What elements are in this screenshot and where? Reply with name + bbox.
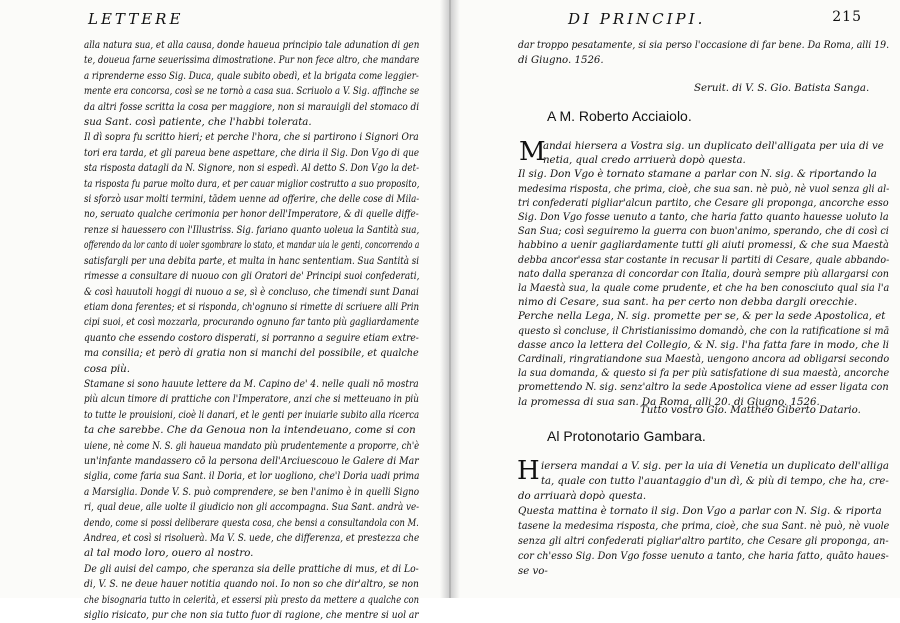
text-line: sta risposta datagli da N. Signore, non si espedì. Al detto S. Don Vgo la det- [84,163,420,175]
left-running-head: LETTERE [88,10,184,28]
text-line: San Sua; così seguiremo la guerra con buon'animo, sperando, che di così ci [518,226,889,238]
text-line: senza gli altri confederati pigliar'altro partito, che Cesare gli proponga, an- [518,536,889,547]
text-line: Andrea, et così si risoluerà. Ma V. S. uede, che differenza, et prestezza che [84,533,420,544]
text-line: Questa mattina è tornato il sig. Don Vgo a parlar con N. Sig. & riporta [518,506,882,517]
text-line: si sforzò usar molti termini, tādem uenne ad offerire, che delle cose di Mila- [84,194,420,206]
signature-sanga: Seruit. di V. S. Gio. Batista Sanga. [694,83,870,94]
text-line: te, doueua farne seuerissima dimostratione. Pur non fece altro, che mandare [84,55,420,67]
text-line: ma consilia; et però di gratia non si manchi del possibile, et qualche [84,348,419,360]
text-line: cosa più. [84,363,130,375]
text-line: se vo- [518,566,548,577]
text-line: la promessa di sua san. Da Roma, alli 20. di Giugno. 1526. [518,396,820,408]
text-line: quanto che essendo costoro disperati, si porranno a seguire etiam extre- [84,332,419,344]
letter-heading-acciaiolo: A M. Roberto Acciaiolo. [547,108,692,124]
text-line: renze si hauessero con l'Illustriss. Sig. fariano quanto uoleua la Santità sua, [84,224,420,236]
right-page [451,0,900,598]
text-line: netia, qual credo arriuerà dopò questa. [543,155,746,167]
text-line: medesima risposta, che prima, cioè, che sua san. nè può, nè vuol senza gli al- [518,183,890,195]
text-line: nimo di Cesare, sua sant. ha per certo non debba dargli orecchie. [518,297,858,309]
text-line: ri, qual deue, alle uolte il giudicio non gli accompagna. Sua Sant. andrà ve- [84,502,420,514]
text-line: alla natura sua, et alla causa, donde haueua principio tale adunation di gen [84,40,420,51]
text-line: da altri fosse scritta la cosa per maggiore, non si marauigli del stomaco di [84,101,420,113]
text-line: promettendo N. sig. senz'altro la sede Apostolica viene ad esser ligata con [518,382,889,394]
text-line: ta che sarebbe. Che da Genoua non la intendeuano, come si con [84,425,416,437]
text-line: mente era concorsa, così se ne tornò a casa sua. Scriuolo a V. Sig. affinche se [84,86,420,98]
text-line: uiene, nè come N. S. gli haueua mandato più prudentemente a proporre, ch'è [84,440,420,452]
text-line: tasene la medesima risposta, che prima, cioè, che sua Sant. nè può, nè vuole [518,521,890,532]
text-line: andai hiersera a Vostra sig. un duplicato dell'alligata per uia di ve [543,141,884,152]
text-line: cipi suoi, et così mozzarla, procurando ognuno far tanto più gagliardamente [84,317,420,329]
text-line: la Maestà sua, la quale come prudente, et che ha ben conosciuto qual sia l'a [518,283,890,294]
text-line: Sig. Don Vgo fosse uenuto a tanto, che haria fatto quanto hauesse uoluto la [518,212,889,223]
text-line: a riprenderne esso Sig. Duca, quale subito obedì, et la brigata come leggier- [84,70,419,82]
opening-line: dar troppo pesatamente, si sia perso l'occasione di far bene. Da Roma, alli 19. [518,40,890,51]
text-line: dasse anco la lettera del Collegio, & N. sig. l'ha fatta fare in modo, che li [518,339,890,351]
text-line: De gli auisi del campo, che speranza sia delle prattiche di mus, et di Lo- [84,563,419,575]
text-line: Il sig. Don Vgo è tornato stamane a parlar con N. sig. & riportando la [518,169,877,181]
text-line: Stamane si sono hauute lettere da M. Capino de' 4. nelle quali nō mostra [84,378,419,390]
drop-cap-h: H [517,456,540,486]
text-line: Il dì sopra fu scritto hieri; et perche l'hora, che si partirono i Signori Ora [84,132,419,144]
text-line: offerendo da lor canto di uoler sgombrare lo stato, et mandar uia le genti, concorrendo a [84,240,420,252]
text-line: habbino a uenir gagliardamente tutti gli aiuti promessi, & che sua Maestà [518,240,889,252]
text-line: cor ch'esso Sig. Don Vgo fosse uenuto a tanto, che haria fatto, quāto haues- [518,551,889,562]
text-line: a Marsiglia. Donde V. S. può comprendere, se ben l'animo è in quelli Signo [84,486,420,498]
text-line: tri confederati pigliar'alcun partito, che Cesare gli proponga, ancorche esso [518,197,889,209]
text-line: satisfargli per una debita parte, et multa in hanc sententiam. Sua Santità si [84,255,419,267]
opening-line: di Giugno. 1526. [518,55,604,66]
text-line: do arriuarà dopò questa. [518,491,647,502]
text-line: rimesse a consultare di nuouo con gli Oratori de' Principi suoi confederati, [84,271,420,283]
text-line: & così hauutoli hoggi di nuouo a se, sì è concluso, che timendi sunt Danai [84,286,419,298]
text-line: no, seruato qualche cerimonia per honor dell'Imperatore, & di quelle diffe- [84,209,419,221]
text-line: un'infante mandassero cō la persona dell'Arciuescouo le Galere di Mar [84,455,419,467]
text-line: siglio risicato, pur che non sia tutto fuor di ragione, che mentre si uol ar [84,610,419,622]
text-line: la sua domanda, & questo si fa per più satisfatione di sua maestà, ancorche [518,368,890,380]
text-line: dendo, come si possi deliberare questa cosa, che bensi a consultandola con M. [84,517,419,529]
text-line: sua Sant. così patiente, che l'habbi tolerata. [84,117,312,129]
right-running-head: DI PRINCIPI. [568,10,706,28]
text-line: tori era tarda, et gli pareua bene aspettare, che diria il Sig. Don Vgo di que [84,147,420,159]
text-line: iersera mandai a V. sig. per la uia di Venetia un duplicato dell'alliga [541,461,889,472]
text-line: siglia, come faria sua Sant. il Doria, et lor uogliono, che'l Doria uadi prima [84,471,420,483]
text-line: to tutte le prouisioni, cioè li danari, et le genti per inuiarle subito alla ricerca [84,409,420,421]
text-line: di, V. S. ne deue hauer notitia quando noi. Io non so che dir'altro, se non [84,579,419,591]
text-line: al tal modo loro, ouero al nostro. [84,548,254,560]
drop-cap-m: M [519,137,546,167]
letter-heading-gambara: Al Protonotario Gambara. [547,428,706,444]
text-line: ta risposta fu parue molto dura, et per cauar miglior costrutto a suo proposito, [84,178,420,190]
left-page [0,0,449,622]
signature-giberto: Tutto vostro Gio. Mattheo Giberto Datario. [640,405,861,416]
text-line: Perche nella Lega, N. sig. promette per se, & per la sede Apostolica, et [518,311,886,323]
text-line: Cardinali, ringratiandone sua Maestà, uengono ancora ad obligarsi secondo [518,354,890,365]
page-number: 215 [832,9,862,25]
text-line: etiam dona ferentes; et si risponda, ch'ognuno si rimette di scriuere alli Prin [84,301,420,313]
text-line: più alcun timore di prattiche con l'Imperatore, anzi che si metteuano in più [84,394,419,406]
text-line: che bisognaria tutto in celerità, et essersi più presto da mettere a qualche con [84,594,420,606]
text-line: ta, quale con tutto l'auantaggio d'un dì, & più di tempo, che ha, cre- [541,476,889,487]
text-line: debba ancor'essa star costante in recusar li partiti di Cesare, quale abbando- [518,254,890,266]
left-text-column [84,38,420,623]
text-line: questo sì concluse, il Christianissimo domandò, che con la ratificatione si mā [518,325,890,337]
text-line: nato dalla speranza di concordar con Italia, dourà sempre più allargarsi con [518,268,889,280]
